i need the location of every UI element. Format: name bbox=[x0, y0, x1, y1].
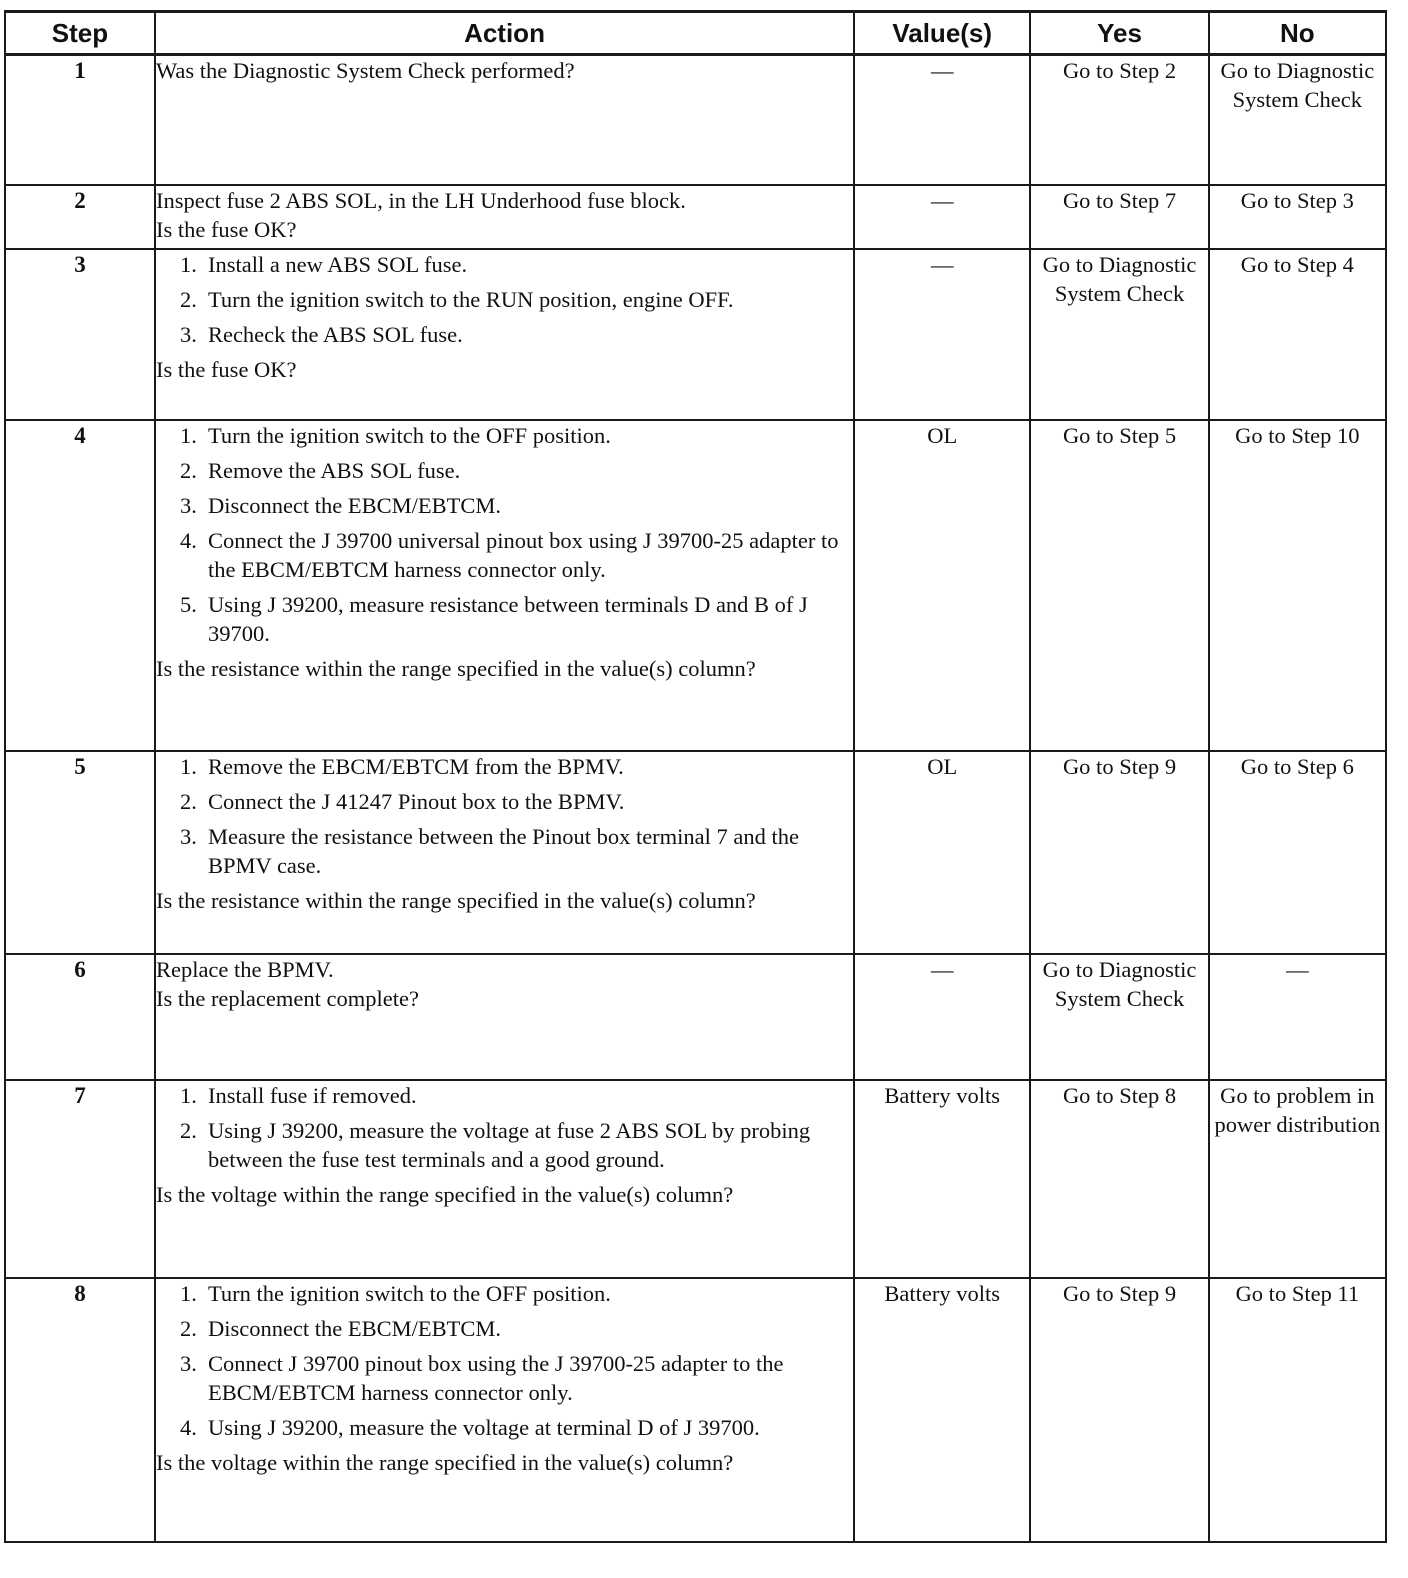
value-cell: OL bbox=[854, 751, 1030, 954]
table-row bbox=[5, 420, 1386, 751]
action-cell bbox=[155, 249, 854, 420]
action-step-item: Turn the ignition switch to the OFF position. bbox=[207, 423, 611, 448]
action-step-item: Disconnect the EBCM/EBTCM. bbox=[207, 1316, 502, 1341]
action-step-list bbox=[156, 421, 853, 648]
action-step-item: Turn the ignition switch to the OFF position. bbox=[207, 1281, 611, 1306]
value-cell: — bbox=[854, 249, 1030, 420]
action-step-item: Disconnect the EBCM/EBTCM. bbox=[207, 493, 502, 518]
action-step-list bbox=[156, 1081, 853, 1174]
action-step-item: Remove the EBCM/EBTCM from the BPMV. bbox=[207, 754, 624, 779]
table-row bbox=[5, 249, 1386, 420]
table-row bbox=[5, 1080, 1386, 1278]
action-cell bbox=[155, 1278, 854, 1542]
table-body bbox=[5, 55, 1386, 1543]
yes-cell: Go to Diagnostic System Check bbox=[1030, 954, 1208, 1080]
table-row bbox=[5, 55, 1386, 186]
yes-cell: Go to Step 2 bbox=[1030, 55, 1208, 186]
yes-cell: Go to Step 9 bbox=[1030, 1278, 1208, 1542]
header-action: Action bbox=[155, 12, 854, 55]
no-cell: — bbox=[1209, 954, 1386, 1080]
step-number: 3 bbox=[5, 249, 155, 420]
action-cell bbox=[155, 751, 854, 954]
header-no: No bbox=[1209, 12, 1386, 55]
action-text: Inspect fuse 2 ABS SOL, in the LH Underhood fuse block. bbox=[155, 188, 686, 213]
action-question: Is the resistance within the range specified in the value(s) column? bbox=[155, 656, 756, 681]
step-number: 7 bbox=[5, 1080, 155, 1278]
table-row bbox=[5, 1278, 1386, 1542]
no-cell: Go to Step 6 bbox=[1209, 751, 1386, 954]
step-number: 5 bbox=[5, 751, 155, 954]
header-row bbox=[5, 12, 1386, 55]
action-step-item: Recheck the ABS SOL fuse. bbox=[207, 322, 463, 347]
step-number: 8 bbox=[5, 1278, 155, 1542]
yes-cell: Go to Diagnostic System Check bbox=[1030, 249, 1208, 420]
action-cell bbox=[155, 185, 854, 249]
header-yes: Yes bbox=[1030, 12, 1208, 55]
action-step-item: Install a new ABS SOL fuse. bbox=[207, 252, 468, 277]
action-step-item: Remove the ABS SOL fuse. bbox=[207, 458, 461, 483]
step-number: 4 bbox=[5, 420, 155, 751]
action-question: Is the voltage within the range specified in the value(s) column? bbox=[155, 1182, 734, 1207]
action-cell bbox=[155, 954, 854, 1080]
action-step-list bbox=[156, 752, 853, 880]
action-cell bbox=[155, 1080, 854, 1278]
header-values: Value(s) bbox=[854, 12, 1030, 55]
header-step: Step bbox=[5, 12, 155, 55]
action-step-item: Connect J 39700 pinout box using the J 39700-25 adapter to the EBCM/EBTCM harness connector only. bbox=[207, 1351, 784, 1405]
action-step-list bbox=[156, 250, 853, 349]
value-cell: OL bbox=[854, 420, 1030, 751]
action-question: Is the voltage within the range specified in the value(s) column? bbox=[155, 1450, 734, 1475]
action-question: Is the fuse OK? bbox=[155, 357, 297, 382]
yes-cell: Go to Step 7 bbox=[1030, 185, 1208, 249]
action-cell bbox=[155, 55, 854, 186]
action-text: Is the replacement complete? bbox=[155, 986, 419, 1011]
value-cell: — bbox=[854, 954, 1030, 1080]
action-text: Replace the BPMV. bbox=[155, 957, 334, 982]
no-cell: Go to Step 11 bbox=[1209, 1278, 1386, 1542]
yes-cell: Go to Step 9 bbox=[1030, 751, 1208, 954]
value-cell: — bbox=[854, 55, 1030, 186]
no-cell: Go to Step 4 bbox=[1209, 249, 1386, 420]
no-cell: Go to Diagnostic System Check bbox=[1209, 55, 1386, 186]
no-cell: Go to Step 3 bbox=[1209, 185, 1386, 249]
yes-cell: Go to Step 5 bbox=[1030, 420, 1208, 751]
action-step-item: Using J 39200, measure the voltage at fuse 2 ABS SOL by probing between the fuse test terminals and a good ground. bbox=[207, 1118, 811, 1172]
action-step-item: Connect the J 41247 Pinout box to the BPMV. bbox=[207, 789, 625, 814]
action-step-list bbox=[156, 1279, 853, 1442]
no-cell: Go to problem in power distribution bbox=[1209, 1080, 1386, 1278]
table-row bbox=[5, 954, 1386, 1080]
step-number: 1 bbox=[5, 55, 155, 186]
value-cell: Battery volts bbox=[854, 1278, 1030, 1542]
action-text: Was the Diagnostic System Check performed? bbox=[155, 58, 575, 83]
action-step-item: Connect the J 39700 universal pinout box using J 39700-25 adapter to the EBCM/EBTCM harness connector only. bbox=[207, 528, 839, 582]
table-row bbox=[5, 751, 1386, 954]
action-step-item: Turn the ignition switch to the RUN position, engine OFF. bbox=[207, 287, 734, 312]
action-step-item: Using J 39200, measure the voltage at terminal D of J 39700. bbox=[207, 1415, 760, 1440]
action-step-item: Using J 39200, measure resistance between terminals D and B of J 39700. bbox=[207, 592, 808, 646]
step-number: 6 bbox=[5, 954, 155, 1080]
action-step-item: Measure the resistance between the Pinout box terminal 7 and the BPMV case. bbox=[207, 824, 800, 878]
table-row bbox=[5, 185, 1386, 249]
value-cell: Battery volts bbox=[854, 1080, 1030, 1278]
action-question: Is the resistance within the range specified in the value(s) column? bbox=[155, 888, 756, 913]
value-cell: — bbox=[854, 185, 1030, 249]
step-number: 2 bbox=[5, 185, 155, 249]
action-step-item: Install fuse if removed. bbox=[207, 1083, 417, 1108]
yes-cell: Go to Step 8 bbox=[1030, 1080, 1208, 1278]
no-cell: Go to Step 10 bbox=[1209, 420, 1386, 751]
action-text: Is the fuse OK? bbox=[155, 217, 297, 242]
diagnostic-table bbox=[4, 10, 1387, 1543]
action-cell bbox=[155, 420, 854, 751]
diagnostic-table-sheet bbox=[4, 10, 1387, 1543]
